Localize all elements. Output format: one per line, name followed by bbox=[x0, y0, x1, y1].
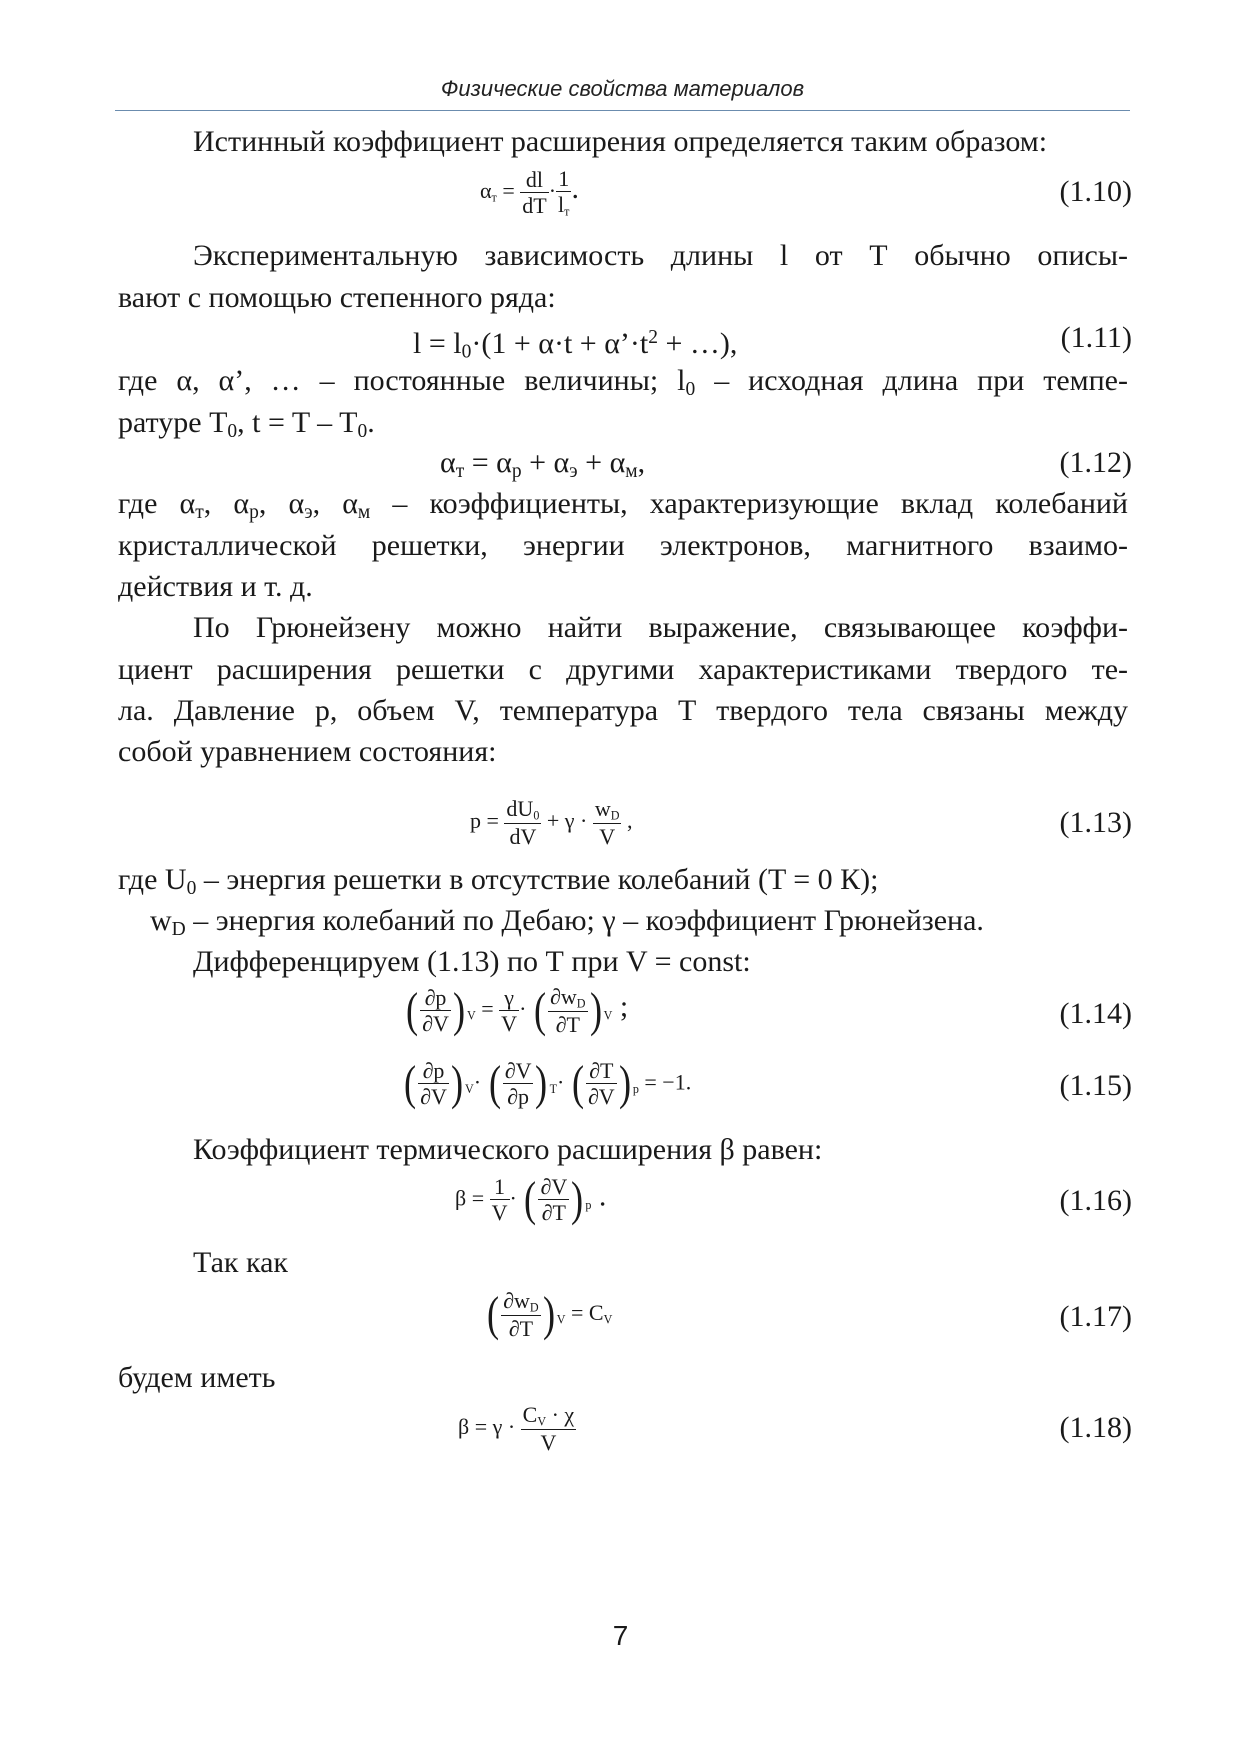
equation-1-10: $\alpha_т$ = $\frac{dl}{dT}$ · 1 $l_т$ . bbox=[480, 166, 579, 219]
header-rule bbox=[115, 110, 1130, 111]
paragraph-line: По Грюнейзену можно найти выражение, связывающее коэффи- bbox=[193, 611, 1128, 644]
equation-number: (1.10) bbox=[1059, 175, 1132, 208]
equation-number: (1.14) bbox=[1059, 997, 1132, 1030]
equation-number: (1.18) bbox=[1059, 1411, 1132, 1444]
paragraph-line: wD – энергия колебаний по Дебаю; γ – коэффициент Грюнейзена. bbox=[150, 904, 984, 940]
equation-1-17: ( $\frac{\partial w_D}{\partial T}$ ) $_V = C_V$ bbox=[487, 1287, 613, 1341]
paragraph-line: циент расширения решетки с другими характеристиками твердого те- bbox=[118, 653, 1128, 686]
paragraph-line: где U0 – энергия решетки в отсутствие колебаний (T = 0 К); bbox=[118, 863, 879, 899]
equation-1-12: αт = αр + αэ + αм, bbox=[440, 446, 646, 482]
equation-1-15: ( $\frac{\partial p}{\partial V}$ ) $_V$· ( $\frac{\partial V}{\partial p}$ ) $_T$· ( $\frac{\partial T}{\partial V}$ ) $_p$ = −1. bbox=[404, 1057, 692, 1110]
paragraph-line: собой уравнением состояния: bbox=[118, 735, 497, 768]
paragraph-line: ратуре T0, t = T – T0. bbox=[118, 406, 375, 442]
equation-number: (1.12) bbox=[1059, 446, 1132, 479]
equation-1-11: $l = l0\cdot(1 + \alpha\cdot t + \alpha’\cdot t^2$ + …), bbox=[413, 326, 738, 363]
paragraph-line: Экспериментальную зависимость длины l от Т обычно описы- bbox=[193, 239, 1128, 272]
equation-number: (1.17) bbox=[1059, 1300, 1132, 1333]
equation-1-13: p = $\frac{dU_0}{dV}$ + γ · $\frac{w_D}{V}$ , bbox=[470, 796, 633, 849]
equation-1-18: β = γ · $\frac{C_V \cdot \chi}{V}$ bbox=[458, 1402, 575, 1455]
paragraph-line: Дифференцируем (1.13) по Т при V = const: bbox=[193, 945, 751, 978]
paragraph-line: где αт, αр, αэ, αм – коэффициенты, характеризующие вклад колебаний bbox=[118, 487, 1128, 523]
paragraph-line: Так как bbox=[193, 1246, 288, 1279]
paragraph-line: Истинный коэффициент расширения определяется таким образом: bbox=[193, 125, 1048, 158]
equation-number: (1.13) bbox=[1059, 806, 1132, 839]
page-number: 7 bbox=[612, 1620, 629, 1651]
paragraph-line: вают с помощью степенного ряда: bbox=[118, 281, 556, 314]
equation-1-16: β = $\frac{1}{V}$ · ( $\frac{\partial V}{\partial T}$ ) $_p$ . bbox=[455, 1173, 607, 1226]
paragraph-line: действия и т. д. bbox=[118, 570, 313, 603]
equation-1-14: ( $\frac{\partial p}{\partial V}$ ) $_V$ = $\frac{\gamma}{V}$ · ( $\frac{\partial w_D}{\partial T}$ ) $_V$ ; bbox=[406, 983, 629, 1037]
paragraph-line: будем иметь bbox=[118, 1361, 276, 1394]
paragraph-line: кристаллической решетки, энергии электронов, магнитного взаимо- bbox=[118, 529, 1128, 562]
equation-number: (1.11) bbox=[1060, 321, 1132, 354]
paragraph-line: Коэффициент термического расширения β равен: bbox=[193, 1133, 823, 1166]
paragraph-line: где α, α’, … – постоянные величины; l0 – исходная длина при темпе- bbox=[118, 364, 1128, 400]
paragraph-line: ла. Давление р, объем V, температура Т твердого тела связаны между bbox=[118, 694, 1128, 727]
equation-number: (1.16) bbox=[1059, 1184, 1132, 1217]
running-header: Физические свойства материалов bbox=[440, 76, 805, 101]
equation-number: (1.15) bbox=[1059, 1069, 1132, 1102]
